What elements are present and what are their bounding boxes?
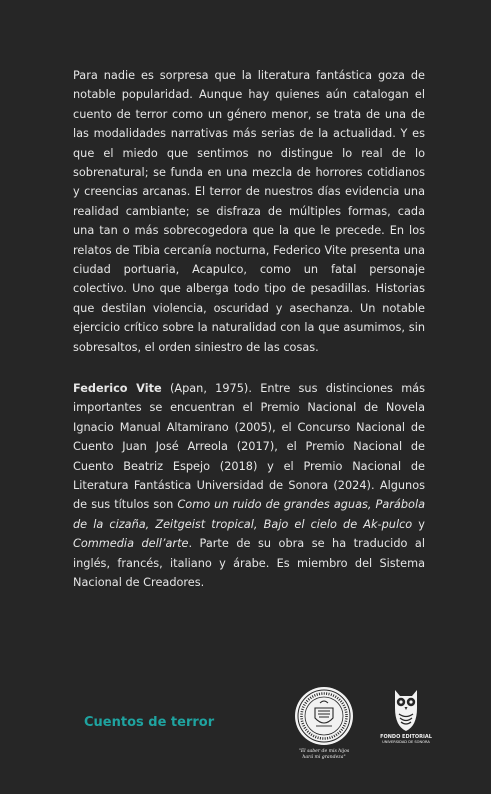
bio-titles-list: Como un ruido de grandes aguas, Parábola de la cizaña, Zeitgeist tropical, Bajo el cielo de Ak-pulco bbox=[73, 498, 425, 531]
publisher-name: FONDO EDITORIAL bbox=[380, 734, 432, 740]
publisher-university: UNIVERSIDAD DE SONORA bbox=[382, 740, 430, 744]
author-bio-paragraph bbox=[73, 379, 425, 592]
seal-motto: "El saber de mis hijos hará mi grandeza" bbox=[298, 749, 350, 760]
bio-outro-text: . Parte de su obra se ha traducido al inglés, francés, italiano y árabe. Es miembro del Sistema Nacional de Creadores. bbox=[73, 537, 425, 590]
author-name: Federico Vite bbox=[73, 382, 162, 395]
bio-conjunction: y bbox=[412, 517, 425, 531]
owl-icon bbox=[389, 686, 423, 732]
university-seal-logo bbox=[294, 686, 354, 746]
series-label: Cuentos de terror bbox=[84, 715, 215, 730]
synopsis-text: Para nadie es sorpresa que la literatura fantástica goza de notable popularidad. Aunque hay quienes aún catalogan el cuento de terror como un género menor, se trata de una de las modalidades narrativas más serias de la actualidad. Y es que el miedo que sentimos no distingue lo real de lo sobrenatural; se funda en una mezcla de horrores cotidianos y creencias arcanas. El terror de nuestros días evidencia una realidad cambiante; se disfraza de múltiples formas, cada una tan o más sobrecogedora que la que le precede. En los relatos de Tibia cercanía nocturna, Federico Vite presenta una ciudad portuaria, Acapulco, como un fatal personaje colectivo. Uno que alberga todo tipo de pesadillas. Historias que destilan violencia, oscuridad y asechanza. Un notable ejercicio crítico sobre la naturalidad con la que asumimos, sin sobresaltos, el orden siniestro de las cosas. bbox=[73, 69, 425, 354]
bio-intro-text: (Apan, 1975). Entre sus distinciones más importantes se encuentran el Premio Nacional de Novela Ignacio Manual Altamirano (2005), el Concurso Nacional de Cuento Juan José Arreola (2017), el Premio Nacional de Cuento Beatriz Espejo (2018) y el Premio Nacional de Literatura Fantástica Universidad de Sonora (2024). Algunos de sus títulos son bbox=[73, 382, 426, 512]
synopsis-paragraph bbox=[73, 66, 425, 357]
publisher-label bbox=[372, 734, 440, 745]
bio-title-last: Commedia dell’arte bbox=[73, 537, 189, 551]
